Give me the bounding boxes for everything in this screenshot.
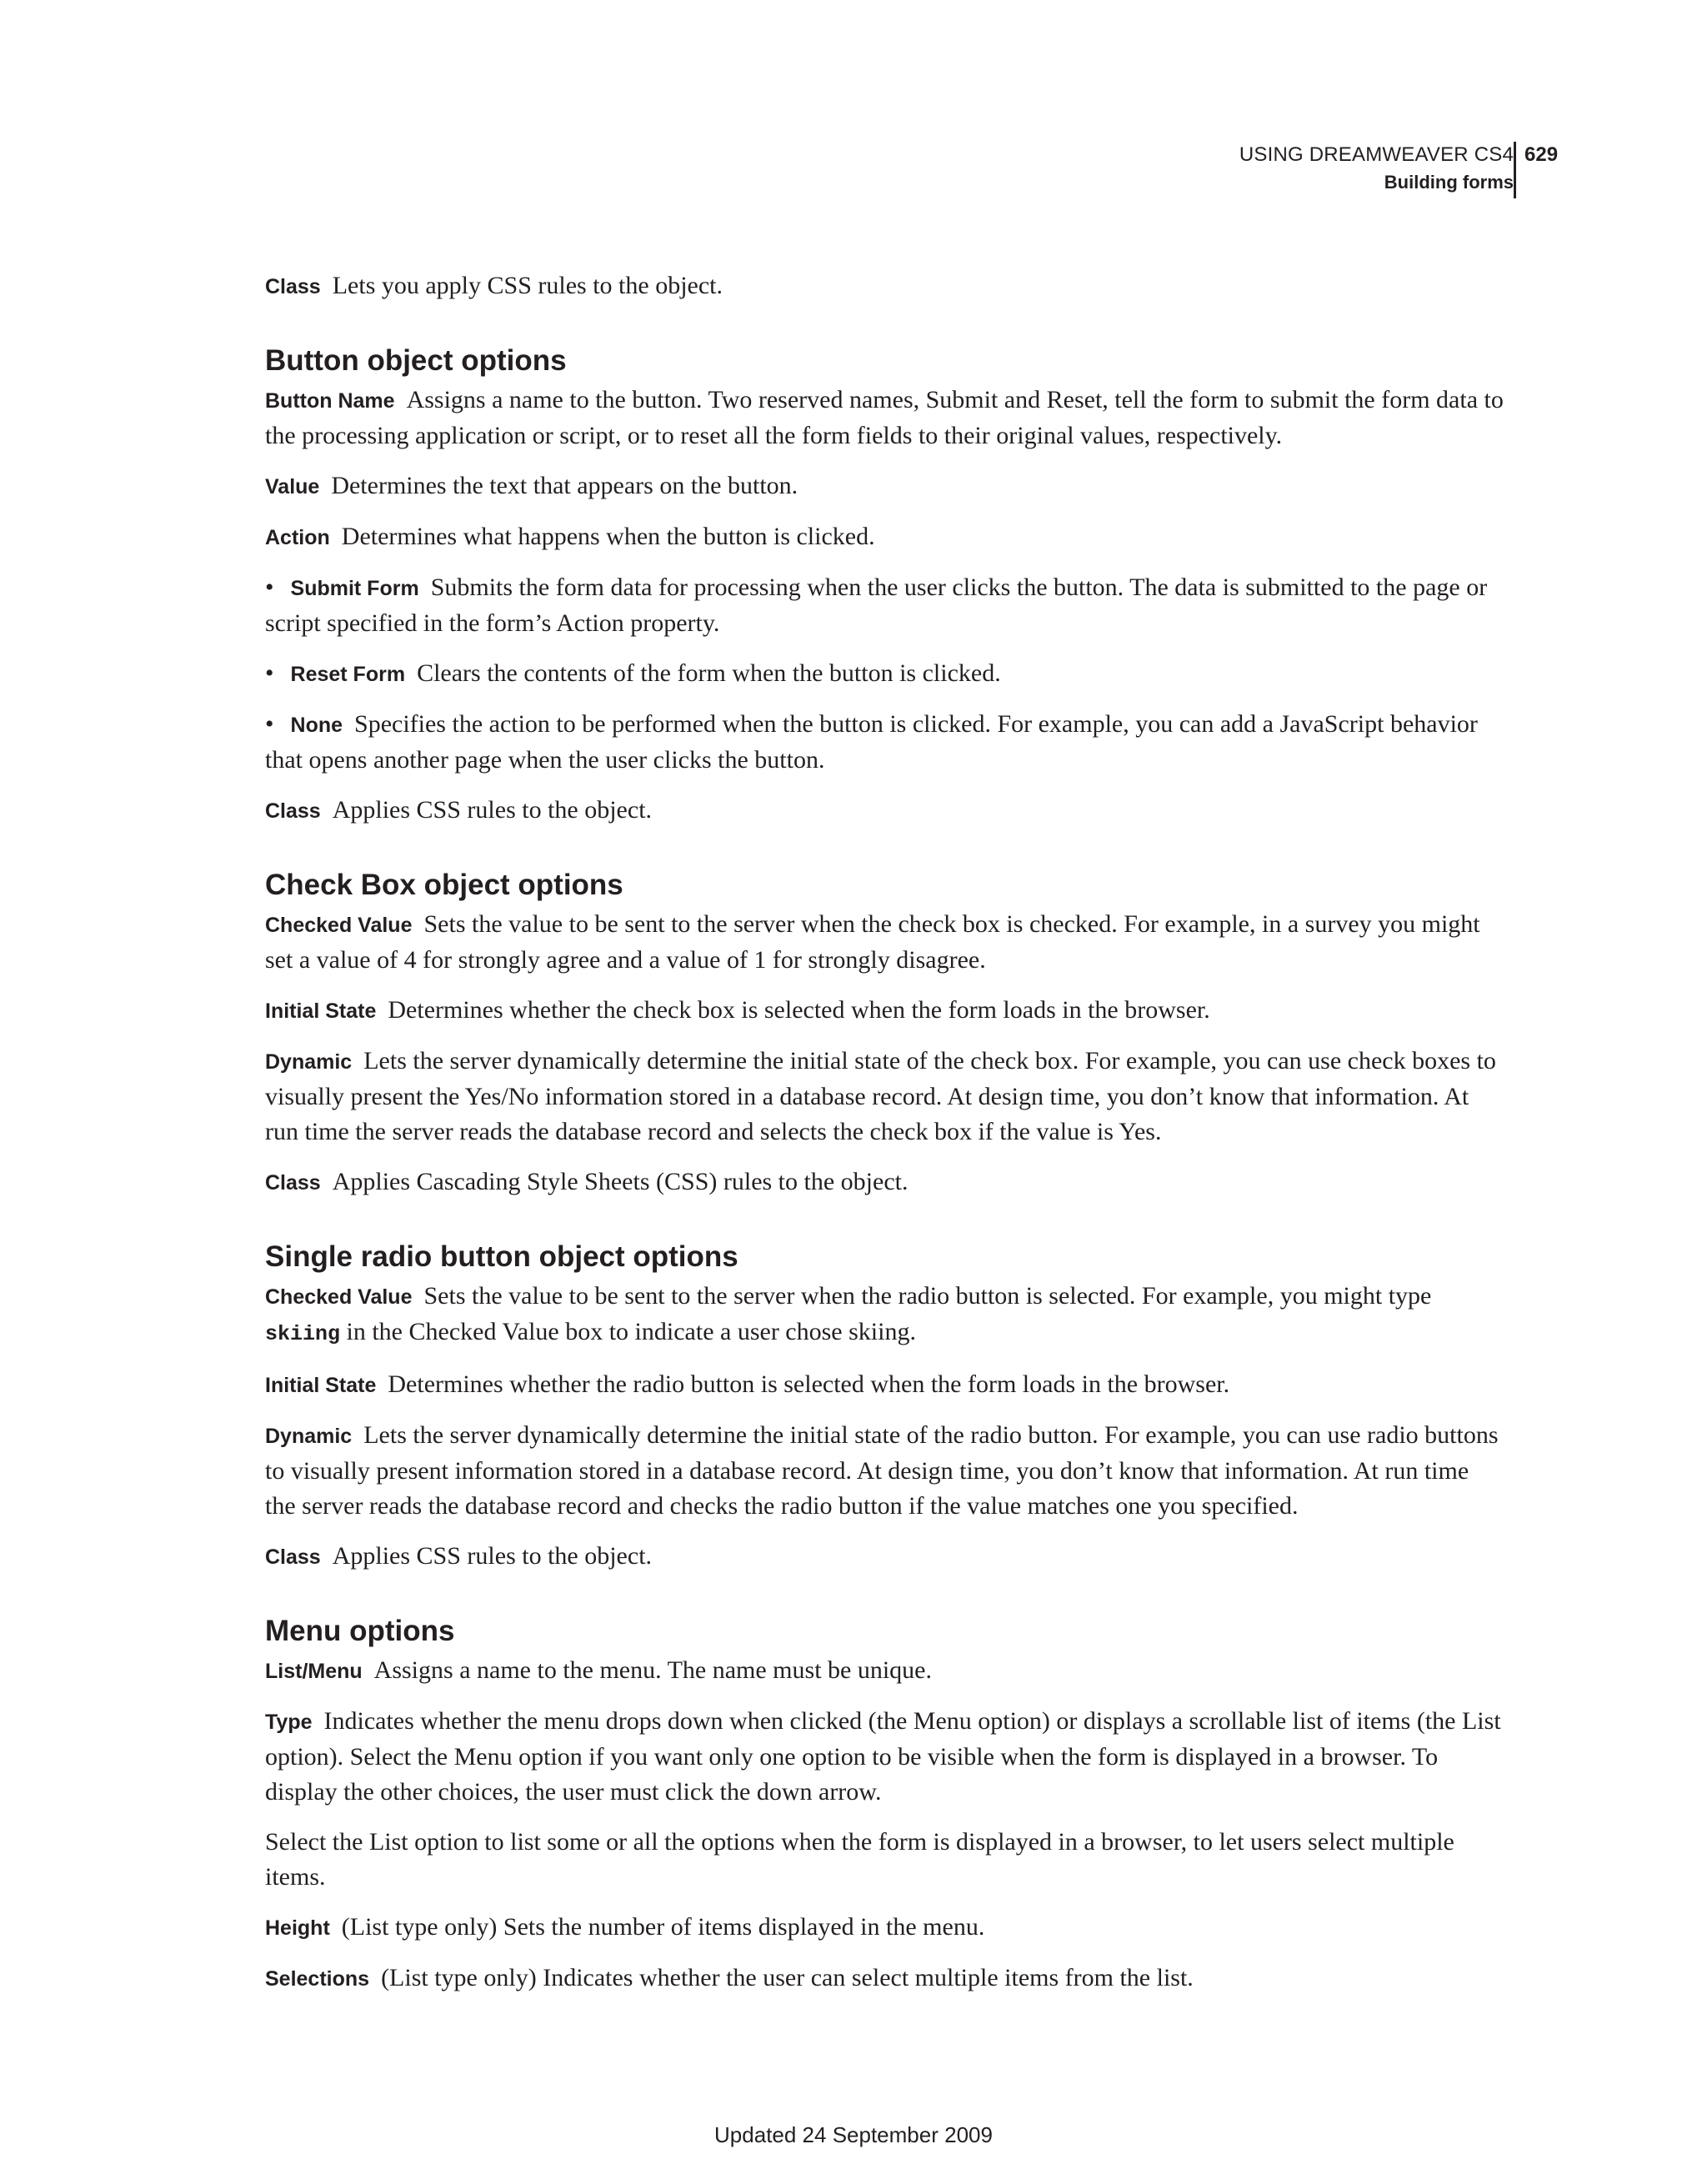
definition-paragraph: [265, 907, 1505, 978]
definition-text: Assigns a name to the button. Two reserved names, Submit and Reset, tell the form to submit the form data to the processing application or script, or to reset all the form fields to their original values, respectively.: [265, 386, 1504, 449]
definition-paragraph: [265, 1910, 1505, 1946]
bullet-item: [265, 707, 1505, 778]
section-heading: Menu options: [265, 1615, 455, 1647]
term-label: None: [290, 714, 343, 737]
term-label: Class: [265, 1171, 321, 1195]
definition-paragraph: [265, 1418, 1505, 1524]
definition-text: Indicates whether the menu drops down when clicked (the Menu option) or displays a scrollable list of items (the List option). Select the Menu option if you want only one option to be visible when the form is displayed in a browser. To display the other choices, the user must click the down arrow.: [265, 1707, 1501, 1806]
definition-text: Lets the server dynamically determine the initial state of the radio button. For example, you can use radio buttons to visually present information stored in a database record. At design time, you don’t know that information. At run time the server reads the database record and checks the radio button if the value matches one you specified.: [265, 1421, 1499, 1520]
term-label: Class: [265, 799, 321, 823]
definition-text: Specifies the action to be performed when the button is clicked. For example, you can add a JavaScript behavior that opens another page when the user clicks the button.: [265, 710, 1478, 774]
definition-text: Select the List option to list some or all the options when the form is displayed in a browser, to let users select multiple items.: [265, 1828, 1454, 1891]
sections-container: [265, 343, 1505, 1996]
definition-text: Lets you apply CSS rules to the object.: [332, 272, 723, 299]
definition-text: Sets the value to be sent to the server when the check box is checked. For example, in a survey you might set a value of 4 for strongly agree and a value of 1 for strongly disagree.: [265, 910, 1480, 974]
definition-text: Determines whether the check box is selected when the form loads in the browser.: [388, 996, 1210, 1024]
definition-paragraph: [265, 1961, 1505, 1996]
code-sample: skiing: [265, 1322, 341, 1346]
term-label: Class: [265, 1545, 321, 1569]
bullet-item: [265, 570, 1505, 641]
definition-paragraph: [265, 1367, 1505, 1403]
term-label: Checked Value: [265, 914, 413, 937]
definition-text: Determines the text that appears on the button.: [331, 472, 798, 499]
header-divider: [1514, 142, 1516, 198]
bullet-glyph: •: [265, 574, 274, 601]
definition-paragraph: [265, 1279, 1505, 1352]
definition-text: Sets the value to be sent to the server when the radio button is selected. For example, you might type: [423, 1282, 1432, 1310]
term-label: Height: [265, 1916, 330, 1940]
definition-text: Applies CSS rules to the object.: [332, 796, 653, 824]
term-label: Dynamic: [265, 1425, 353, 1448]
term-label: Class: [265, 275, 321, 298]
chapter-title: Building forms: [1384, 172, 1514, 193]
definition-paragraph: [265, 1653, 1505, 1689]
definition-paragraph: [265, 1825, 1505, 1895]
term-label: List/Menu: [265, 1660, 363, 1683]
definition-paragraph: [265, 793, 1505, 829]
definition-text: Submits the form data for processing when the user clicks the button. The data is submitted to the page or script specified in the form’s Action property.: [265, 574, 1488, 637]
definition-text: Determines whether the radio button is selected when the form loads in the browser.: [388, 1370, 1230, 1398]
term-label: Initial State: [265, 999, 377, 1023]
term-label: Action: [265, 526, 330, 549]
section-heading: Button object options: [265, 344, 567, 377]
definition-text: Applies Cascading Style Sheets (CSS) rules to the object.: [332, 1168, 909, 1195]
definition-text: Assigns a name to the menu. The name must be unique.: [373, 1656, 932, 1684]
definition-paragraph: [265, 1539, 1505, 1575]
term-label: Selections: [265, 1967, 370, 1991]
page-footer: Updated 24 September 2009: [714, 2122, 993, 2147]
term-label: Button Name: [265, 389, 395, 413]
term-label: Reset Form: [290, 663, 406, 686]
bullet-glyph: •: [265, 710, 274, 738]
running-header: [1239, 142, 1514, 197]
definition-text: (List type only) Indicates whether the user can select multiple items from the list.: [381, 1964, 1194, 1991]
term-label: Dynamic: [265, 1050, 353, 1074]
page-body: [265, 268, 1505, 2011]
definition-text-continued: in the Checked Value box to indicate a user chose skiing.: [346, 1318, 916, 1345]
section-heading: Single radio button object options: [265, 1240, 738, 1273]
definition-text: Lets the server dynamically determine the initial state of the check box. For example, you can use check boxes to visually present the Yes/No information stored in a database record. At design time, you don’t know that information. At run time the server reads the database record and selects the check box if the value is Yes.: [265, 1047, 1496, 1145]
term-label: Initial State: [265, 1374, 377, 1397]
definition-text: Applies CSS rules to the object.: [332, 1542, 653, 1570]
section-heading: Check Box object options: [265, 869, 623, 901]
definition-paragraph: [265, 993, 1505, 1029]
term-label: Value: [265, 475, 320, 498]
page-number: 629: [1524, 143, 1559, 166]
definition-paragraph: [265, 1704, 1505, 1810]
definition-text: Clears the contents of the form when the button is clicked.: [417, 659, 1001, 687]
bullet-item: [265, 656, 1505, 692]
definition-paragraph: [265, 1165, 1505, 1200]
definition-paragraph: [265, 1044, 1505, 1150]
definition-paragraph: [265, 383, 1505, 453]
term-label: Checked Value: [265, 1285, 413, 1309]
definition-text: Determines what happens when the button is clicked.: [341, 523, 875, 550]
intro-paragraph: [265, 268, 1505, 304]
definition-text: (List type only) Sets the number of items displayed in the menu.: [341, 1913, 985, 1941]
definition-paragraph: [265, 519, 1505, 555]
term-label: Type: [265, 1711, 313, 1734]
bullet-glyph: •: [265, 659, 274, 687]
term-label: Submit Form: [290, 577, 419, 600]
book-title: USING DREAMWEAVER CS4: [1239, 143, 1514, 166]
definition-paragraph: [265, 468, 1505, 504]
